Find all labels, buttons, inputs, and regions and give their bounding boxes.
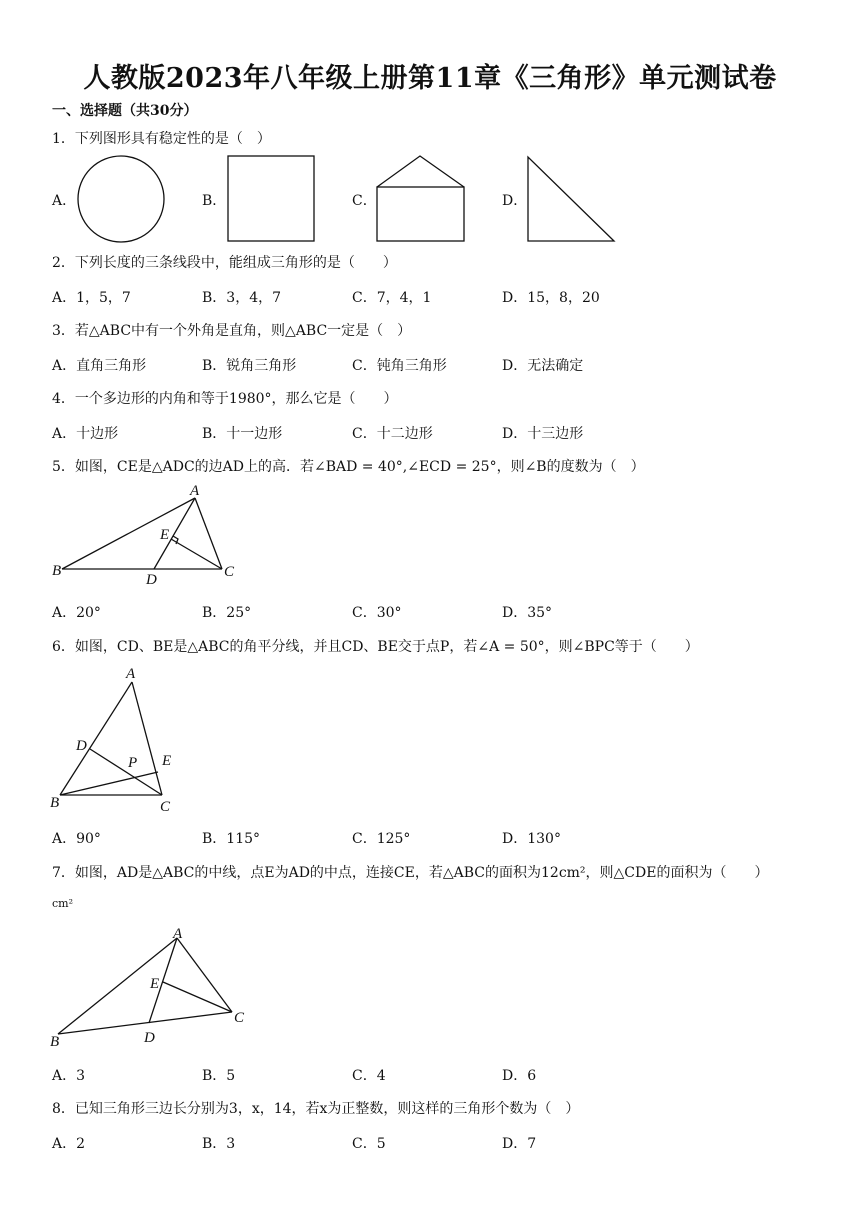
question-4-stem: 4．一个多边形的内角和等于1980°，那么它是（ ） (52, 391, 398, 407)
q8-option-b: B．3 (202, 1136, 236, 1152)
q7-label-a: A (173, 926, 183, 942)
q5-label-b: B (52, 563, 62, 579)
q5-label-a: A (190, 483, 200, 499)
question-2-stem: 2．下列长度的三条线段中，能组成三角形的是（ ） (52, 255, 397, 271)
q3-option-d: D．无法确定 (502, 358, 584, 374)
question-1-stem: 1．下列图形具有稳定性的是（ ） (52, 131, 271, 147)
q2-option-a: A．1，5，7 (52, 290, 131, 306)
page-title: 人教版2023年八年级上册第11章《三角形》单元测试卷 (83, 63, 777, 94)
question-8-stem: 8．已知三角形三边长分别为3，x，14，若x为正整数，则这样的三角形个数为（ ） (52, 1101, 580, 1117)
q5-option-d: D．35° (502, 605, 553, 621)
q6-label-p: P (128, 755, 138, 771)
q8-option-a: A．2 (52, 1136, 86, 1152)
q6-option-d: D．130° (502, 831, 561, 847)
q7-triangle-lines (58, 938, 232, 1034)
q4-option-c: C．十二边形 (352, 426, 433, 442)
question-6-stem: 6．如图，CD、BE是△ABC的角平分线，并且CD、BE交于点P，若∠A = 50°，则∠BPC等于（ ） (52, 639, 699, 655)
q7-option-d: D．6 (502, 1068, 537, 1084)
q6-label-b: B (50, 795, 60, 811)
q4-option-a: A．十边形 (52, 426, 119, 442)
q5-option-b: B．25° (202, 605, 252, 621)
q1-option-c: C． (352, 193, 377, 209)
q6-figure (40, 662, 200, 817)
q1-option-b: B． (202, 193, 227, 209)
q8-option-c: C．5 (352, 1136, 386, 1152)
q6-label-c: C (160, 799, 171, 815)
q1-house-shape (377, 156, 464, 241)
q7-option-a: A．3 (52, 1068, 86, 1084)
q7-figure (40, 922, 260, 1052)
q5-option-c: C．30° (352, 605, 402, 621)
q5-label-d: D (146, 572, 157, 588)
q5-triangle-lines (62, 498, 222, 569)
question-5-stem: 5．如图，CE是△ADC的边AD上的高．若∠BAD = 40°,∠ECD = 25°，则∠B的度数为（ ） (52, 459, 645, 475)
q5-label-c: C (224, 564, 235, 580)
q3-option-b: B．锐角三角形 (202, 358, 297, 374)
q7-option-b: B．5 (202, 1068, 236, 1084)
q2-option-c: C．7，4，1 (352, 290, 432, 306)
q4-option-b: B．十一边形 (202, 426, 283, 442)
q1-circle-shape (78, 156, 164, 242)
q7-label-c: C (234, 1010, 245, 1026)
q5-option-a: A．20° (52, 605, 101, 621)
q2-option-d: D．15，8，20 (502, 290, 600, 306)
q1-triangle-shape (528, 157, 614, 241)
q2-option-b: B．3，4，7 (202, 290, 282, 306)
q6-option-b: B．115° (202, 831, 261, 847)
q7-label-b: B (50, 1034, 60, 1050)
q7-label-e: E (150, 976, 160, 992)
q7-option-c: C．4 (352, 1068, 386, 1084)
q8-option-d: D．7 (502, 1136, 537, 1152)
q4-option-d: D．十三边形 (502, 426, 584, 442)
q1-option-d: D． (502, 193, 528, 209)
q1-shapes (0, 0, 860, 260)
q6-label-d: D (76, 738, 87, 754)
q3-option-c: C．钝角三角形 (352, 358, 447, 374)
q6-option-c: C．125° (352, 831, 411, 847)
q7-label-d: D (144, 1030, 155, 1046)
question-3-stem: 3．若△ABC中有一个外角是直角，则△ABC一定是（ ） (52, 323, 412, 339)
question-7-stem: 7．如图，AD是△ABC的中线，点E为AD的中点，连接CE，若△ABC的面积为12cm²，则△CDE的面积为（ ） (52, 865, 769, 881)
q5-figure (40, 482, 260, 592)
q6-option-a: A．90° (52, 831, 101, 847)
q3-option-a: A．直角三角形 (52, 358, 147, 374)
q1-option-a: A． (52, 193, 77, 209)
q6-label-a: A (126, 666, 136, 682)
question-7-stem-unit: cm² (52, 897, 74, 910)
q6-label-e: E (162, 753, 172, 769)
q1-square-shape (228, 156, 314, 241)
section-heading: 一、选择题（共30分） (52, 103, 198, 119)
q5-label-e: E (160, 527, 170, 543)
